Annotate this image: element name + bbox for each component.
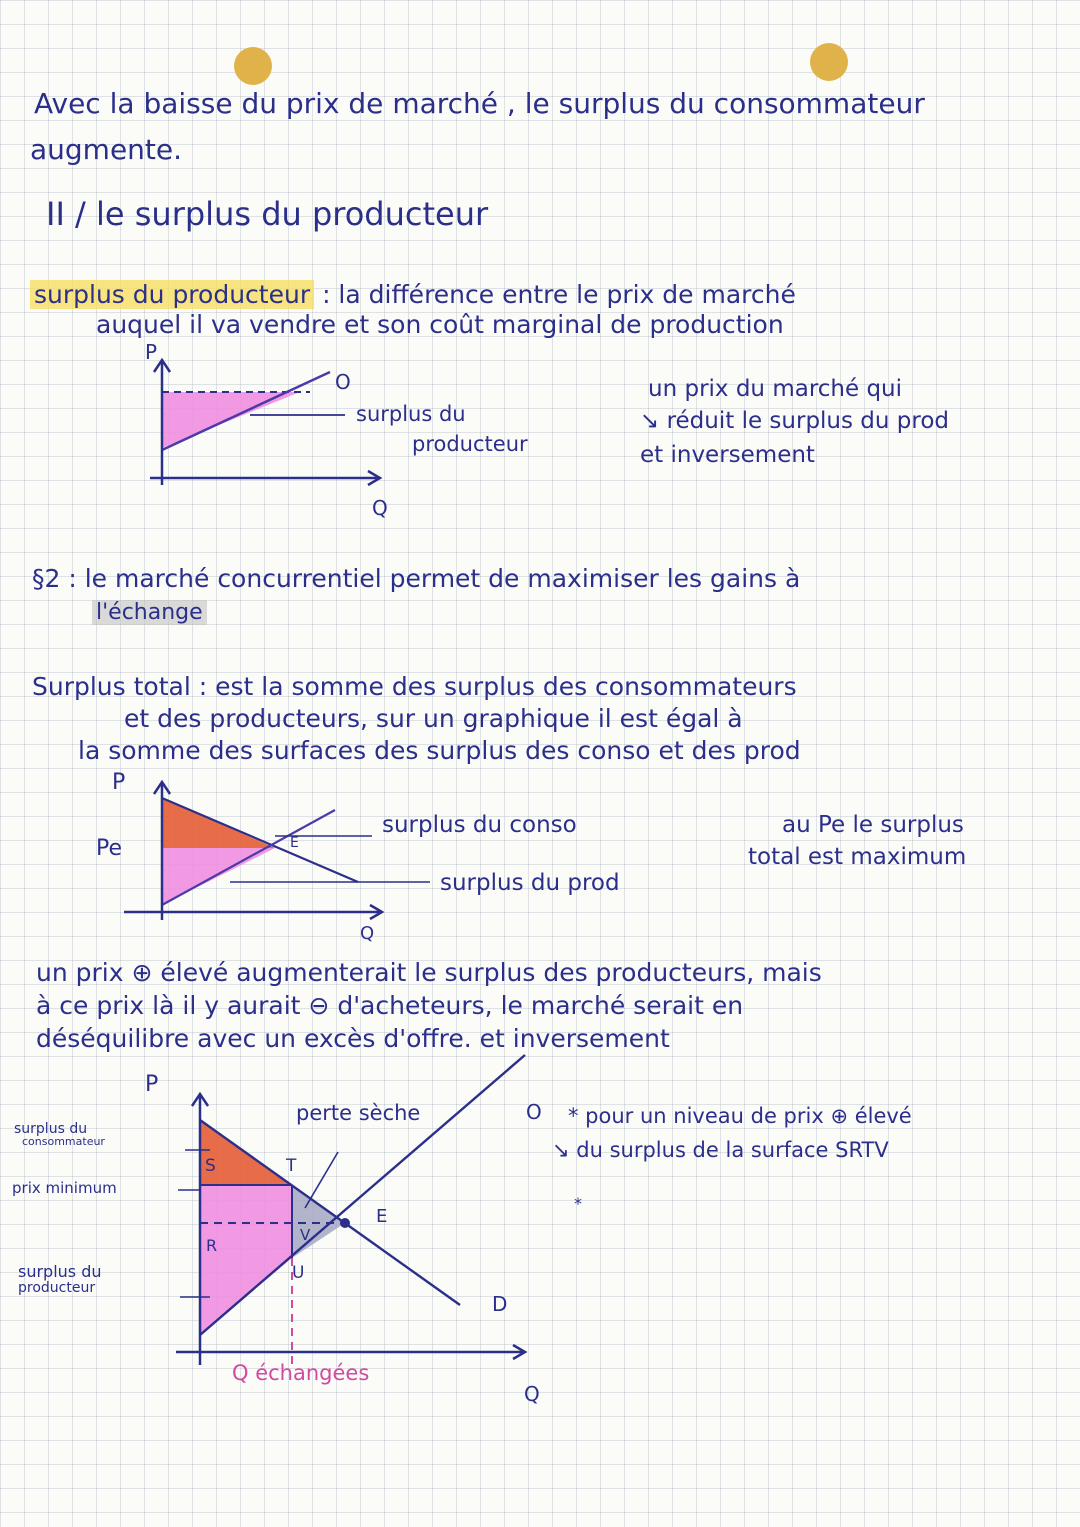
producer-surplus-area [200,1185,292,1335]
graph3-point-t: T [286,1156,297,1176]
definition-line-1 [30,282,796,307]
section-title: II / le surplus du producteur [46,195,489,233]
equilibrium-point [340,1218,350,1228]
graph3-label-conso-1: surplus du [14,1121,88,1137]
binder-hole-left [234,47,272,85]
graph1-label-2: producteur [412,432,528,456]
graph3-curve-d: D [492,1292,508,1316]
definition-text: : la différence entre le prix de marché [322,280,796,309]
graph2-label-prod: surplus du prod [440,870,620,896]
graph1-curve-o: O [335,370,351,394]
graph3-label-conso-2: consommateur [22,1135,105,1148]
graph3-note-2: ↘ du surplus de la surface SRTV [552,1138,889,1162]
paragraph2-line-2 [92,602,207,624]
graph1-note-3: et inversement [640,442,815,468]
intro-line-1: Avec la baisse du prix de marché , le surplus du consommateur [34,87,925,120]
perte-pointer [305,1152,338,1208]
graph-total-surplus [110,770,410,945]
graph-producer-surplus [110,340,410,530]
graph3-point-s: S [205,1156,216,1176]
paragraph2-line-1: §2 : le marché concurrentiel permet de maximiser les gains à [32,564,801,593]
binder-hole-right [810,43,848,81]
definition-term: surplus du producteur [30,280,314,309]
graph3-point-r: R [206,1236,218,1255]
graph3-point-v: V [300,1226,311,1244]
graph2-label-conso: surplus du conso [382,812,577,838]
paragraph3-line-1: un prix ⊕ élevé augmenterait le surplus des producteurs, mais [36,958,822,987]
graph1-axis-p: P [145,340,158,364]
graph3-label-prod-1: surplus du [18,1262,102,1281]
graph3-label-perte: perte sèche [296,1101,421,1125]
graph2-e: E [290,835,299,851]
graph3-curve-o: O [526,1100,542,1124]
paragraph3-line-2: à ce prix là il y aurait ⊖ d'acheteurs, le marché serait en [36,991,744,1020]
graph2-axis-p: P [112,770,126,795]
total-line-2: et des producteurs, sur un graphique il est égal à [124,704,743,733]
graph3-label-prod-2: producteur [18,1280,96,1296]
graph3-axis-p: P [145,1072,159,1097]
graph3-note-star: * [574,1194,582,1213]
deadweight-loss-area [292,1185,345,1258]
total-line-3: la somme des surfaces des surplus des conso et des prod [78,736,801,765]
graph1-note-2: ↘ réduit le surplus du prod [640,408,950,434]
intro-line-2: augmente. [30,133,183,166]
graph3-note-1: * pour un niveau de prix ⊕ élevé [568,1104,912,1128]
graph3-label-prix: prix minimum [12,1179,117,1197]
total-line-1: Surplus total : est la somme des surplus des consommateurs [32,672,797,701]
definition-line-2: auquel il va vendre et son coût marginal de production [96,310,784,339]
graph2-axis-q: Q [360,923,375,944]
graph1-label-1: surplus du [356,402,466,426]
graph1-axis-q: Q [372,496,388,520]
graph3-axis-q: Q [524,1382,540,1406]
graph3-point-e: E [376,1206,388,1227]
graph1-note-1: un prix du marché qui [648,376,903,402]
graph3-label-q: Q échangées [232,1361,370,1385]
graph2-pe: Pe [96,836,123,861]
paragraph2-line-2-text: l'échange [92,600,207,625]
graph2-note-1: au Pe le surplus [782,812,964,838]
graph2-note-2: total est maximum [748,844,967,870]
paragraph3-line-3: déséquilibre avec un excès d'offre. et inversement [36,1024,670,1053]
graph3-point-u: U [292,1263,305,1283]
